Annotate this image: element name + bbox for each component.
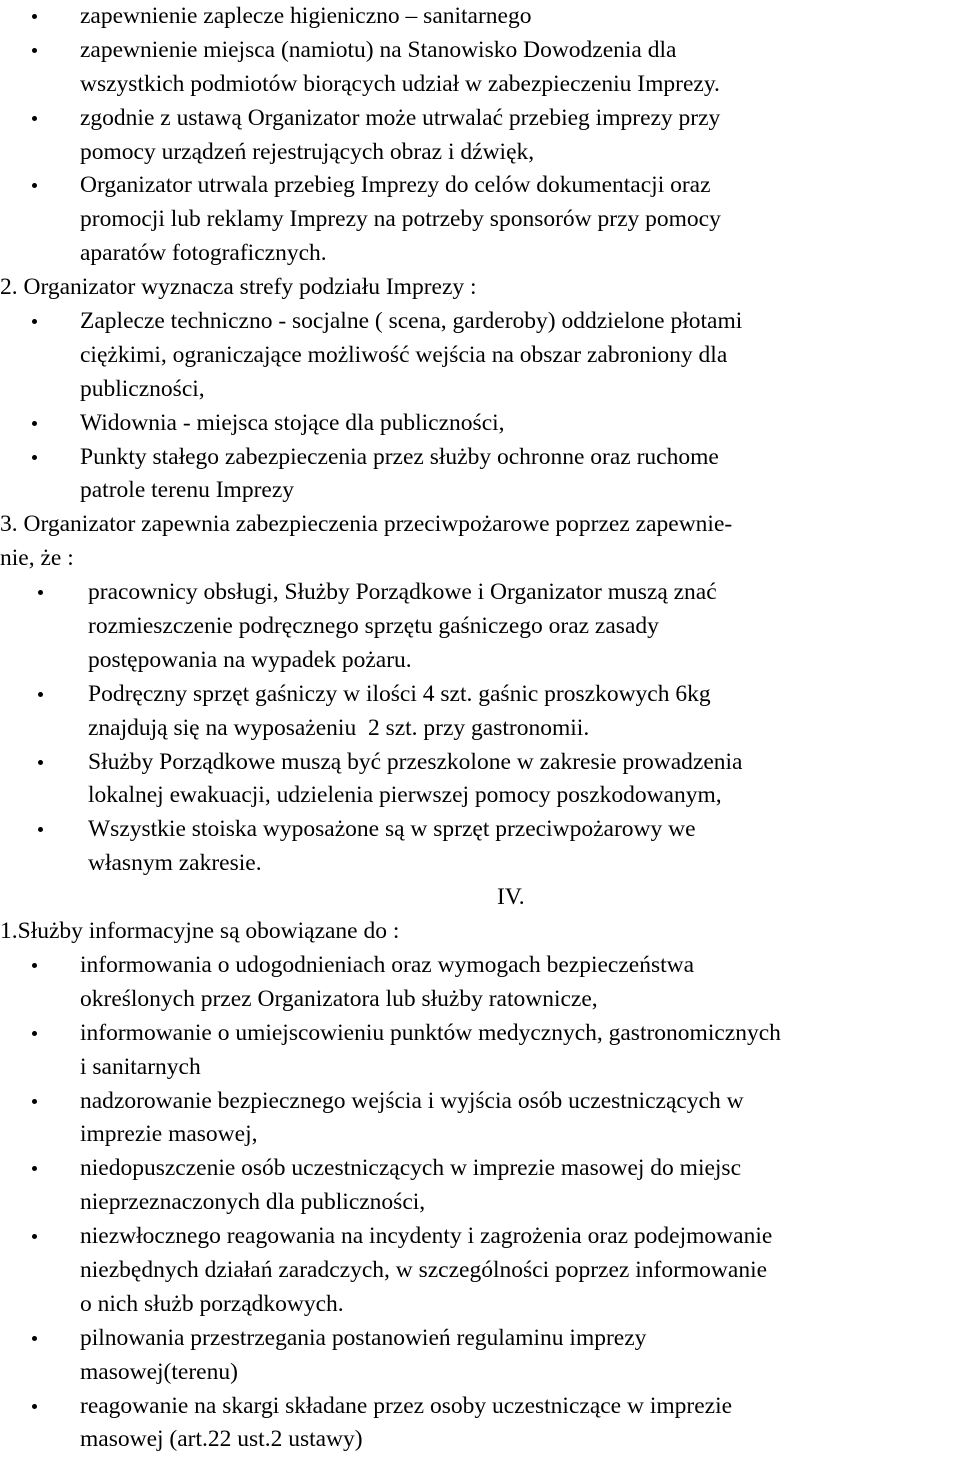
paragraph [0,271,960,305]
text-line: Służby Porządkowe muszą być przeszkolone w zakresie prowadzenia [88,748,743,775]
text-line: niedopuszczenie osób uczestniczących w imprezie masowej do miejsc [80,1155,742,1182]
text-line: nieprzeznaczonych dla publiczności, [80,1189,426,1216]
text-line: 1.Służby informacyjne są obowiązane do : [0,918,400,945]
paragraph [0,508,960,576]
text-line: postępowania na wypadek pożaru. [88,646,412,673]
section-heading [0,881,960,915]
text-line: masowej(terenu) [80,1358,238,1385]
text-line: Zaplecze techniczno - socjalne ( scena, garderoby) oddzielone płotami [80,308,743,335]
text-line: patrole terenu Imprezy [80,477,295,504]
text-line: zgodnie z ustawą Organizator może utrwalać przebieg imprezy przy [80,104,721,131]
bullet-icon [32,1404,37,1409]
text-line: zapewnienie miejsca (namiotu) na Stanowisko Dowodzenia dla [80,36,677,63]
text-line: niezwłocznego reagowania na incydenty i zagrożenia oraz podejmowanie [80,1223,773,1250]
bullet-icon [32,1099,37,1104]
text-line: informowanie o umiejscowieniu punktów medycznych, gastronomicznych [80,1019,781,1046]
bullet-icon [32,14,37,19]
text-line: IV. [497,884,525,911]
text-line: aparatów fotograficznych. [80,240,327,267]
bullet-icon [32,963,37,968]
list-item [0,0,960,34]
bullet-icon [32,1336,37,1341]
text-line: Organizator utrwala przebieg Imprezy do celów dokumentacji oraz [80,172,711,199]
bullet-icon [32,1031,37,1036]
bullet-icon [32,319,37,324]
text-line: publiczności, [80,375,205,402]
text-line: 3. Organizator zapewnia zabezpieczenia przeciwpożarowe poprzez zapewnie- [0,511,733,538]
text-line: promocji lub reklamy Imprezy na potrzeby sponsorów przy pomocy [80,206,721,233]
text-line: pracownicy obsługi, Służby Porządkowe i Organizator muszą znać [88,579,717,606]
text-line: określonych przez Organizatora lub służby ratownicze, [80,985,598,1012]
list-item [0,746,960,814]
list-item [0,1152,960,1220]
text-line: informowania o udogodnieniach oraz wymogach bezpieczeństwa [80,951,695,978]
text-line: imprezie masowej, [80,1121,258,1148]
text-line: rozmieszczenie podręcznego sprzętu gaśniczego oraz zasady [88,613,659,640]
text-line: o nich służb porządkowych. [80,1290,344,1317]
list-item [0,441,960,509]
list-item [0,949,960,1017]
text-line: reagowanie na skargi składane przez osoby uczestniczące w imprezie [80,1392,733,1419]
list-item [0,102,960,170]
text-line: ciężkimi, ograniczające możliwość wejścia na obszar zabroniony dla [80,341,728,368]
bullet-icon [32,116,37,121]
text-line: masowej (art.22 ust.2 ustawy) [80,1426,363,1453]
text-line: własnym zakresie. [88,850,262,877]
bullet-icon [38,692,43,697]
text-line: 2. Organizator wyznacza strefy podziału Imprezy : [0,274,477,301]
text-line: Wszystkie stoiska wyposażone są w sprzęt przeciwpożarowy we [88,816,696,843]
list-item [0,813,960,881]
bullet-icon [32,48,37,53]
paragraph [0,915,960,949]
text-line: Widownia - miejsca stojące dla publiczności, [80,409,505,436]
list-item [0,1017,960,1085]
list-item [0,678,960,746]
text-line: niezbędnych działań zaradczych, w szczególności poprzez informowanie [80,1256,768,1283]
text-line: pilnowania przestrzegania postanowień regulaminu imprezy [80,1324,647,1351]
text-line: lokalnej ewakuacji, udzielenia pierwszej pomocy poszkodowanym, [88,782,722,809]
list-item [0,1085,960,1153]
bullet-icon [38,760,43,765]
bullet-icon [32,421,37,426]
bullet-icon [32,455,37,460]
text-line: Punkty stałego zabezpieczenia przez służby ochronne oraz ruchome [80,443,719,470]
list-item [0,1322,960,1390]
list-item [0,407,960,441]
list-item [0,34,960,102]
list-item [0,1390,960,1458]
list-item [0,576,960,678]
text-line: i sanitarnych [80,1053,201,1080]
text-line: pomocy urządzeń rejestrujących obraz i dźwięk, [80,138,535,165]
text-line: nie, że : [0,545,74,572]
text-line: nadzorowanie bezpiecznego wejścia i wyjścia osób uczestniczących w [80,1087,744,1114]
list-item [0,305,960,407]
text-line: znajdują się na wyposażeniu 2 szt. przy gastronomii. [88,714,590,741]
text-line: Podręczny sprzęt gaśniczy w ilości 4 szt. gaśnic proszkowych 6kg [88,680,711,707]
text-line: wszystkich podmiotów biorących udział w zabezpieczeniu Imprezy. [80,70,720,97]
text-line: zapewnienie zaplecze higieniczno – sanitarnego [80,3,532,29]
list-item [0,169,960,271]
list-item [0,1220,960,1322]
